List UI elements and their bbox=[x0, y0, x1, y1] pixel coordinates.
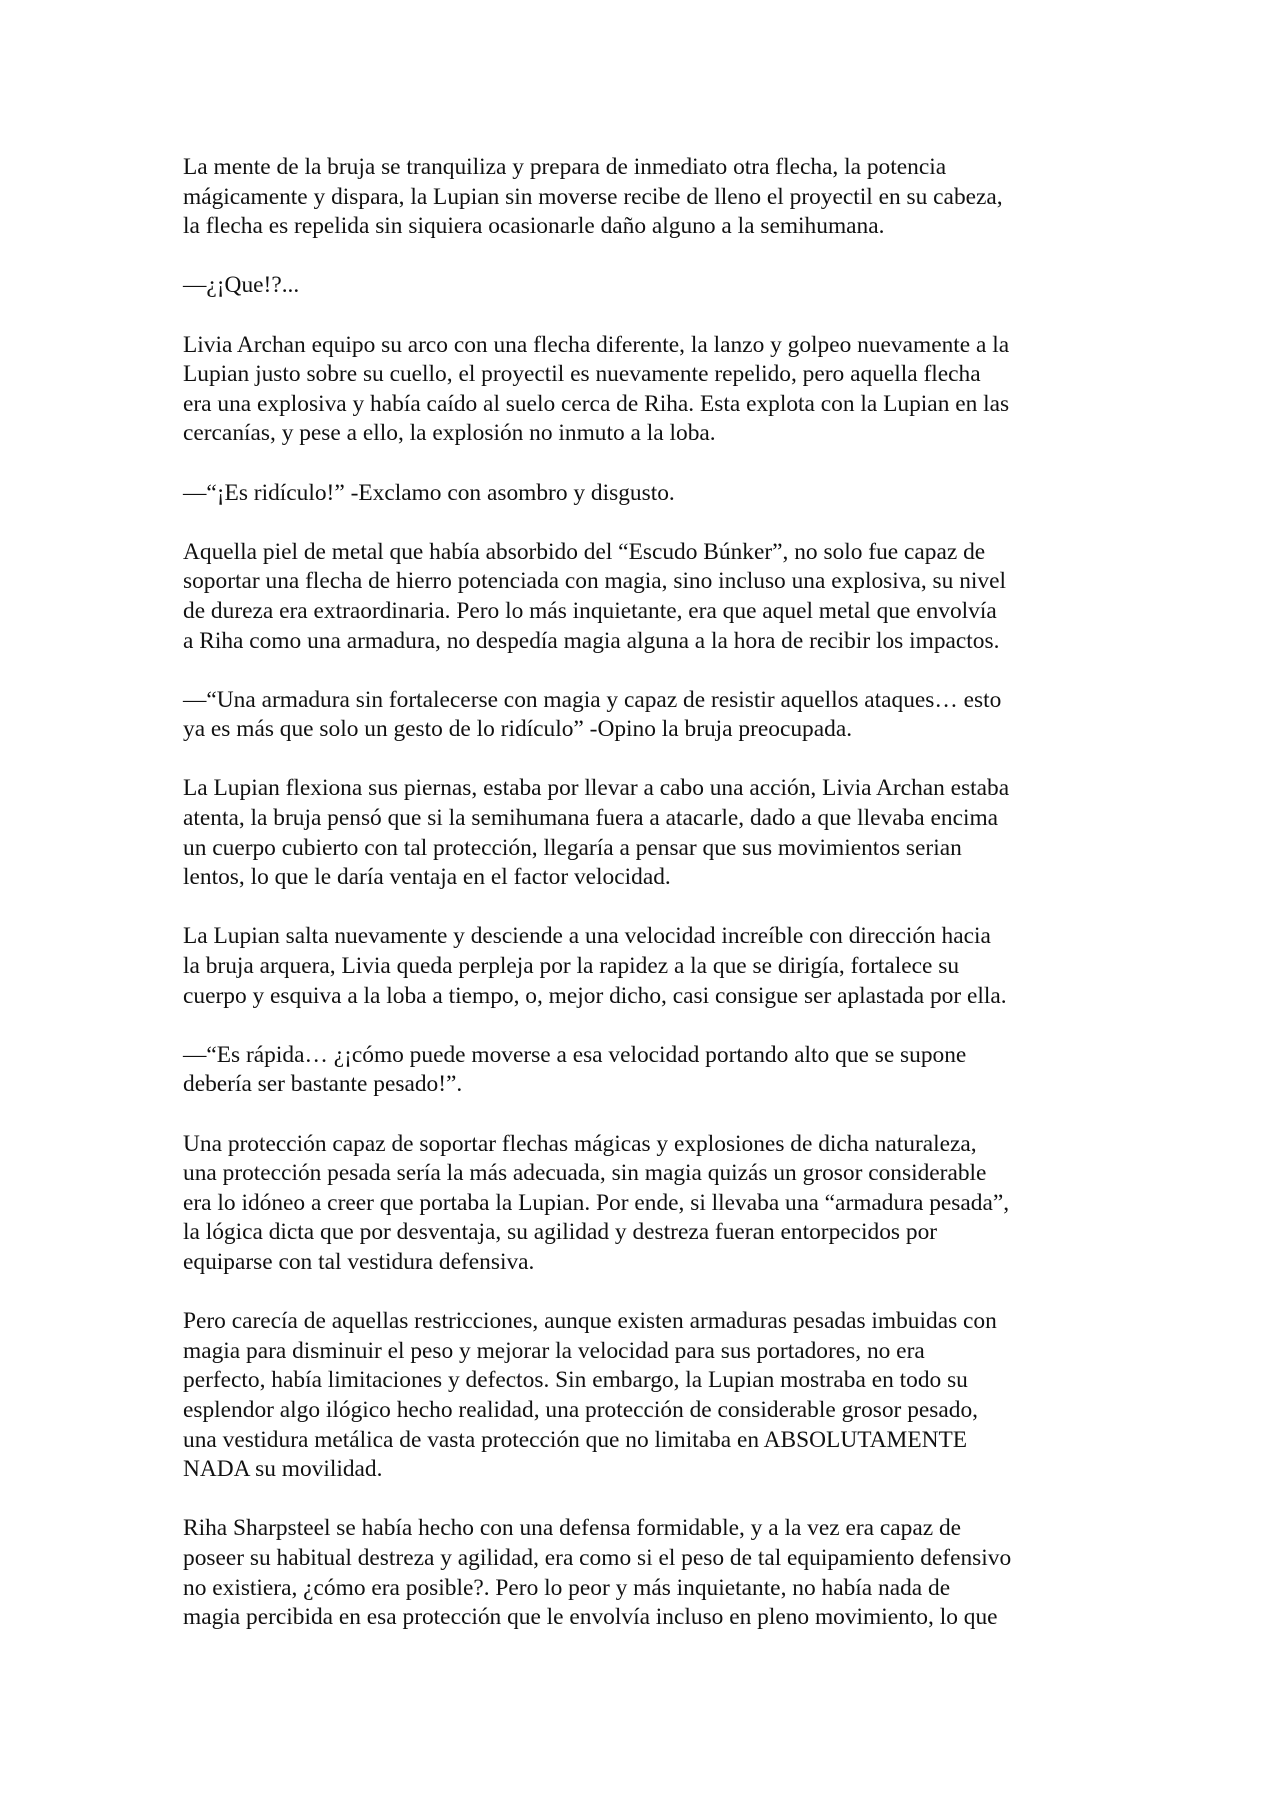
text-line: mágicamente y dispara, la Lupian sin moverse recibe de lleno el proyectil en su cabeza, bbox=[183, 183, 1003, 210]
text-line: soportar una flecha de hierro potenciada con magia, sino incluso una explosiva, su nivel bbox=[183, 568, 1006, 595]
text-line: la flecha es repelida sin siquiera ocasionarle daño alguno a la semihumana. bbox=[183, 213, 885, 240]
text-line: no existiera, ¿cómo era posible?. Pero lo peor y más inquietante, no había nada de bbox=[183, 1574, 951, 1601]
text-line: ya es más que solo un gesto de lo ridículo” -Opino la bruja preocupada. bbox=[183, 716, 853, 743]
text-line: era lo idóneo a creer que portaba la Lupian. Por ende, si llevaba una “armadura pesada”, bbox=[183, 1189, 1010, 1216]
text-line: Una protección capaz de soportar flechas mágicas y explosiones de dicha naturaleza, bbox=[183, 1130, 977, 1157]
paragraph bbox=[183, 1041, 1101, 1100]
text-line: —“Es rápida… ¿¡cómo puede moverse a esa velocidad portando alto que se supone bbox=[183, 1041, 967, 1068]
paragraph bbox=[183, 1307, 1101, 1485]
text-line: NADA su movilidad. bbox=[183, 1456, 383, 1483]
paragraph bbox=[183, 774, 1101, 892]
document-body bbox=[183, 153, 1101, 1662]
paragraph bbox=[183, 1130, 1101, 1278]
text-line: magia para disminuir el peso y mejorar la velocidad para sus portadores, no era bbox=[183, 1337, 925, 1364]
paragraph bbox=[183, 331, 1101, 449]
paragraph bbox=[183, 686, 1101, 745]
paragraph bbox=[183, 538, 1101, 656]
paragraph bbox=[183, 922, 1101, 1011]
text-line: de dureza era extraordinaria. Pero lo más inquietante, era que aquel metal que envolvía bbox=[183, 597, 997, 624]
paragraph bbox=[183, 479, 1101, 509]
text-line: La Lupian salta nuevamente y desciende a una velocidad increíble con dirección hacia bbox=[183, 923, 991, 950]
text-line: una protección pesada sería la más adecuada, sin magia quizás un grosor considerable bbox=[183, 1160, 987, 1187]
text-line: perfecto, había limitaciones y defectos. Sin embargo, la Lupian mostraba en todo su bbox=[183, 1367, 968, 1394]
text-line: —“¡Es ridículo!” -Exclamo con asombro y disgusto. bbox=[183, 479, 675, 506]
text-line: lentos, lo que le daría ventaja en el factor velocidad. bbox=[183, 864, 671, 891]
text-line: una vestidura metálica de vasta protección que no limitaba en ABSOLUTAMENTE bbox=[183, 1426, 968, 1453]
text-line: cuerpo y esquiva a la loba a tiempo, o, mejor dicho, casi consigue ser aplastada por ella. bbox=[183, 982, 1007, 1009]
paragraph bbox=[183, 1514, 1101, 1632]
text-line: Lupian justo sobre su cuello, el proyectil es nuevamente repelido, pero aquella flecha bbox=[183, 361, 981, 388]
text-line: era una explosiva y había caído al suelo cerca de Riha. Esta explota con la Lupian en las bbox=[183, 390, 1010, 417]
text-line: La mente de la bruja se tranquiliza y prepara de inmediato otra flecha, la potencia bbox=[183, 154, 947, 180]
text-line: la lógica dicta que por desventaja, su agilidad y destreza fueran entorpecidos por bbox=[183, 1219, 938, 1246]
text-line: Aquella piel de metal que había absorbido del “Escudo Búnker”, no solo fue capaz de bbox=[183, 538, 986, 565]
text-line: Livia Archan equipo su arco con una flecha diferente, la lanzo y golpeo nuevamente a la bbox=[183, 331, 1010, 358]
paragraph bbox=[183, 153, 1101, 242]
text-line: magia percibida en esa protección que le envolvía incluso en pleno movimiento, lo que bbox=[183, 1604, 998, 1631]
text-line: La Lupian flexiona sus piernas, estaba por llevar a cabo una acción, Livia Archan estaba bbox=[183, 775, 1010, 802]
paragraph bbox=[183, 271, 1101, 301]
text-line: esplendor algo ilógico hecho realidad, una protección de considerable grosor pesado, bbox=[183, 1396, 978, 1423]
text-line: —“Una armadura sin fortalecerse con magia y capaz de resistir aquellos ataques… esto bbox=[183, 686, 1002, 713]
text-line: a Riha como una armadura, no despedía magia alguna a la hora de recibir los impactos. bbox=[183, 627, 1000, 654]
text-line: atenta, la bruja pensó que si la semihumana fuera a atacarle, dado a que llevaba encima bbox=[183, 805, 999, 832]
text-line: la bruja arquera, Livia queda perpleja por la rapidez a la que se dirigía, fortalece su bbox=[183, 953, 960, 980]
text-line: poseer su habitual destreza y agilidad, era como si el peso de tal equipamiento defensivo bbox=[183, 1544, 1012, 1571]
text-line: —¿¡Que!?... bbox=[183, 272, 300, 299]
text-line: un cuerpo cubierto con tal protección, llegaría a pensar que sus movimientos serian bbox=[183, 834, 962, 861]
text-line: debería ser bastante pesado!”. bbox=[183, 1071, 463, 1098]
text-line: Pero carecía de aquellas restricciones, aunque existen armaduras pesadas imbuidas con bbox=[183, 1308, 997, 1335]
text-line: Riha Sharpsteel se había hecho con una defensa formidable, y a la vez era capaz de bbox=[183, 1515, 962, 1542]
text-line: cercanías, y pese a ello, la explosión no inmuto a la loba. bbox=[183, 420, 716, 447]
text-line: equiparse con tal vestidura defensiva. bbox=[183, 1248, 535, 1275]
